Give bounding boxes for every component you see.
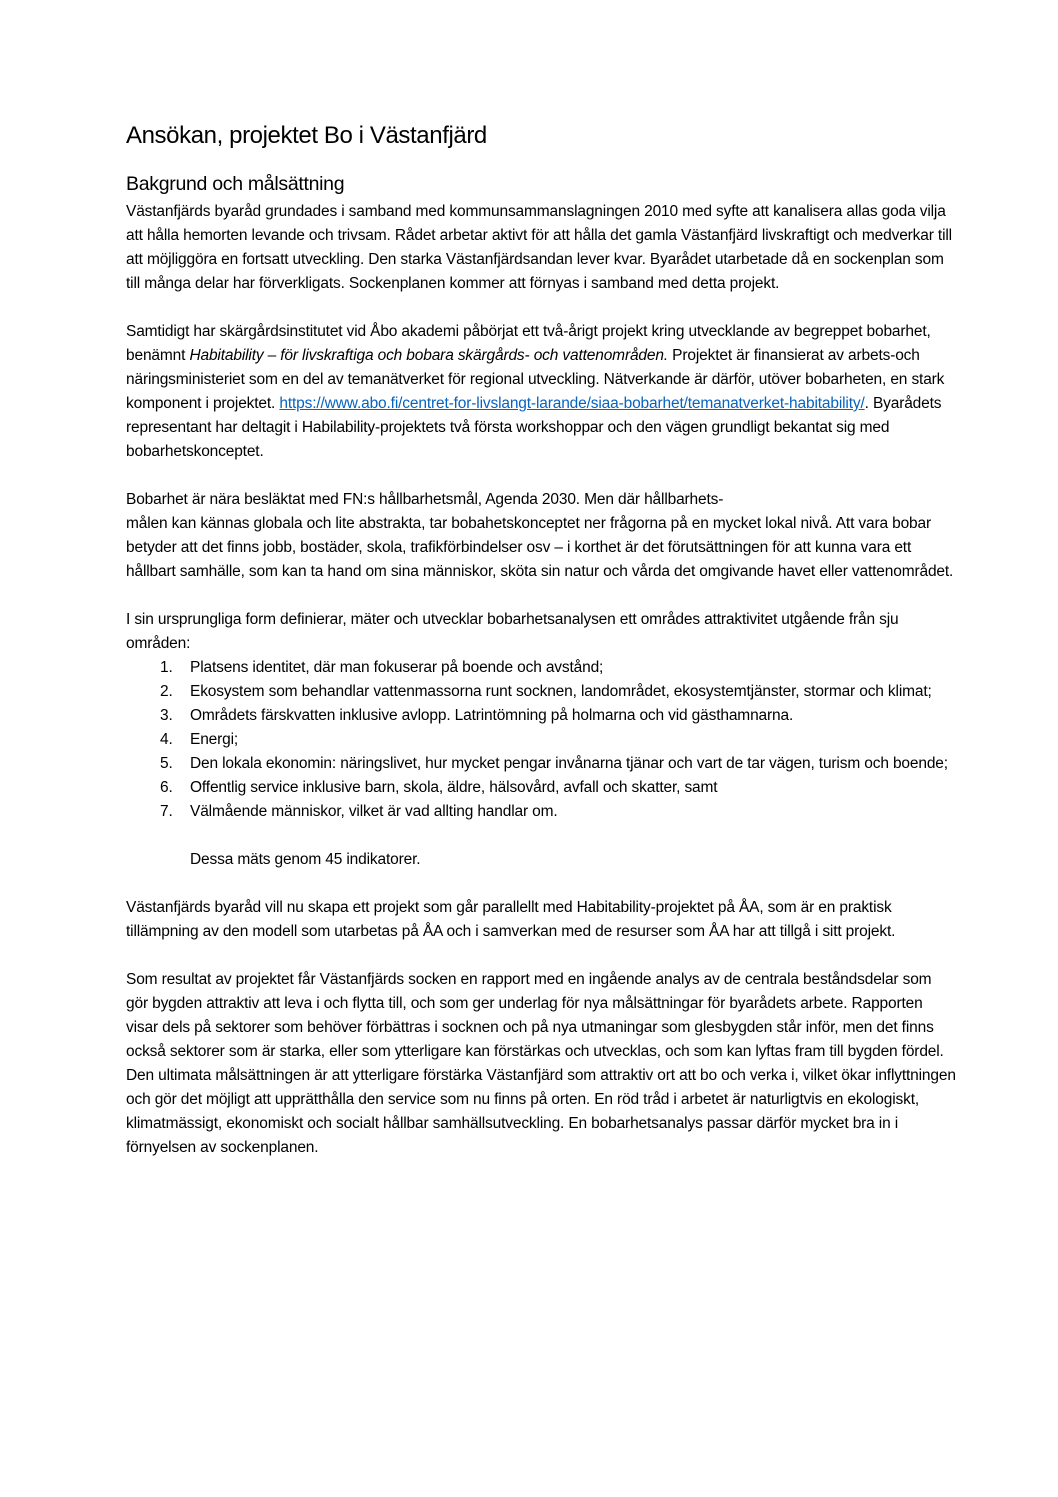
- paragraph-habitability: [126, 320, 956, 464]
- paragraph-text: Bobarhet är nära besläktat med FN:s hållbarhetsmål, Agenda 2030. Men där hållbarhets-: [126, 491, 724, 508]
- list-item: [126, 656, 956, 680]
- list-item: [126, 728, 956, 752]
- section-heading: Bakgrund och målsättning: [126, 173, 345, 195]
- list-number: 6.: [160, 779, 173, 796]
- areas-list: [126, 656, 956, 824]
- paragraph-text: Samtidigt har skärgårdsinstitutet vid Åbo akademi påbörjat ett två-årigt projekt kring utvecklande av begreppet bobarhet, benämnt: [126, 323, 931, 364]
- paragraph-analysis-intro: I sin ursprungliga form definierar, mäter och utvecklar bobarhetsanalysen ett områdes attraktivitet utgående från sju områden:: [126, 611, 899, 652]
- list-text: Ekosystem som behandlar vattenmassorna runt socknen, landområdet, ekosystemtjänster, stormar och klimat;: [190, 683, 932, 700]
- list-item: [126, 776, 956, 800]
- project-link[interactable]: https://www.abo.fi/centret-for-livslangt-larande/siaa-bobarhet/temanatverket-habitability/: [279, 395, 865, 412]
- paragraph-text: målen kan kännas globala och lite abstrakta, tar bobahetskonceptet ner frågorna på en mycket lokal nivå. Att vara bobar betyder att det finns jobb, bostäder, skola, trafikförbindelser osv – i korthet är det förutsättningen för att kunna vara ett hållbart samhälle, som kan ta hand om sina människor, sköta sin natur och vårda det omgivande havet eller vattenområdet.: [126, 515, 954, 580]
- paragraph-text: Projektet är finansierat av arbets-och näringsministeriet som en del av temanätverket för regional utveckling. Nätverkande är därför, utöver bobarheten, en stark komponent i projektet.: [126, 347, 945, 412]
- list-item: [126, 800, 956, 824]
- list-item: [126, 752, 956, 776]
- paragraph-text: . Byarådets representant har deltagit i Habilability-projektets två första workshoppar och den vägen grundligt bekantat sig med bobarhetskonceptet.: [126, 395, 942, 460]
- list-text: Områdets färskvatten inklusive avlopp. Latrintömning på holmarna och vid gästhamnarna.: [190, 707, 794, 724]
- list-number: 3.: [160, 707, 173, 724]
- list-number: 2.: [160, 683, 173, 700]
- list-number: 5.: [160, 755, 173, 772]
- paragraph-background: Västanfjärds byaråd grundades i samband med kommunsammanslagningen 2010 med syfte att kanalisera allas goda vilja att hålla hemorten levande och trivsam. Rådet arbetar aktivt för att hålla det gamla Västanfjärd livskraftigt och medverkar till att möjliggöra en fortsatt utveckling. Den starka Västanfjärdsandan lever kvar. Byarådet utarbetade då en sockenplan som till många delar har förverkligats. Sockenplanen kommer att förnyas i samband med detta projekt.: [126, 203, 952, 292]
- list-text: Den lokala ekonomin: näringslivet, hur mycket pengar invånarna tjänar och vart de tar vägen, turism och boende;: [190, 755, 948, 772]
- indicators-note: Dessa mäts genom 45 indikatorer.: [190, 851, 421, 868]
- paragraph-agenda-2030: [126, 488, 956, 584]
- list-text: Välmående människor, vilket är vad allting handlar om.: [190, 803, 558, 820]
- project-name-italic: Habitability – för livskraftiga och bobara skärgårds- och vattenområden.: [189, 347, 668, 364]
- list-item: [126, 680, 956, 704]
- paragraph-project-proposal: Västanfjärds byaråd vill nu skapa ett projekt som går parallellt med Habitability-projektet på ÅA, som är en praktisk tillämpning av den modell som utarbetas på ÅA och i samverkan med de resurser som ÅA har att tillgå i sitt projekt.: [126, 899, 896, 940]
- list-number: 4.: [160, 731, 173, 748]
- list-item: [126, 704, 956, 728]
- paragraph-results: Som resultat av projektet får Västanfjärds socken en rapport med en ingående analys av de centrala beståndsdelar som gör bygden attraktiv att leva i och flytta till, och som ger underlag för nya målsättningar för byarådets arbete. Rapporten visar dels på sektorer som behöver förbättras i socknen och på nya utmaningar som glesbygden står inför, men det finns också sektorer som är starka, eller som ytterligare kan förstärkas och utvecklas, och som kan lyftas fram till bygden fördel. Den ultimata målsättningen är att ytterligare förstärka Västanfjärd som attraktiv ort att bo och verka i, vilket ökar inflyttningen och gör det möjligt att upprätthålla den service som nu finns på orten. En röd tråd i arbetet är naturligtvis en ekologiskt, klimatmässigt, ekonomiskt och socialt hållbar samhällsutveckling. En bobarhetsanalys passar därför mycket bra in i förnyelsen av sockenplanen.: [126, 971, 956, 1156]
- document-title: Ansökan, projektet Bo i Västanfjärd: [126, 122, 487, 149]
- document-body: [126, 120, 956, 1160]
- list-text: Platsens identitet, där man fokuserar på boende och avstånd;: [190, 659, 604, 676]
- list-text: Offentlig service inklusive barn, skola, äldre, hälsovård, avfall och skatter, samt: [190, 779, 718, 796]
- list-number: 7.: [160, 803, 173, 820]
- list-text: Energi;: [190, 731, 239, 748]
- list-number: 1.: [160, 659, 173, 676]
